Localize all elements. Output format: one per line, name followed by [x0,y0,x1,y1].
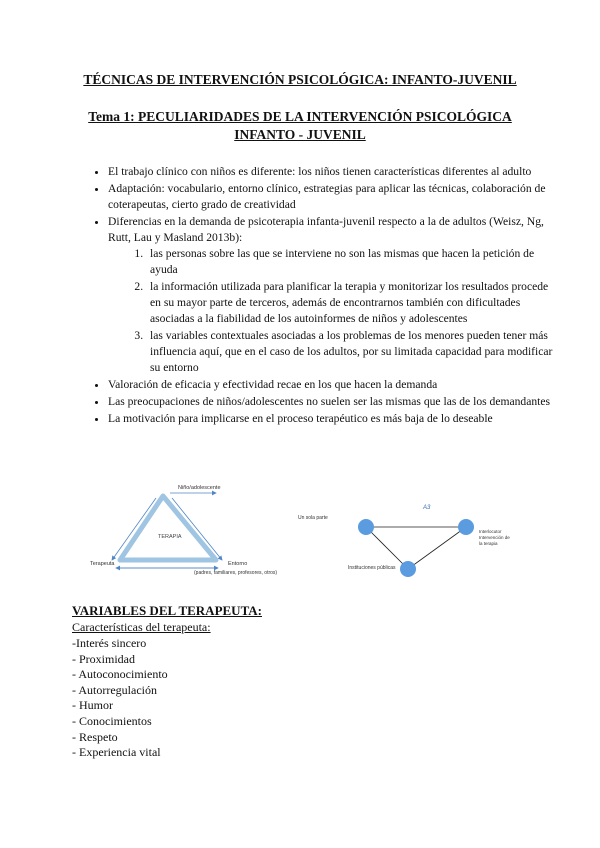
three-node-figure [296,497,526,587]
numbered-item: 2. la información utilizada para planificar la terapia y monitorizar los resultados procede en su mayor parte de terceros, además de encontrarnos también con dificultades asociadas a la fiabilidad de los autoinformes de niños y adolescentes [146,279,558,327]
topic-title [60,108,540,144]
figure1-left-label: Terapeuta [90,561,115,567]
node-bottom [400,561,416,577]
figure2-right-label-3: la terapia [479,541,498,546]
topic-title-line1: Tema 1: PECULIARIDADES DE LA INTERVENCIÓN PSICOLÓGICA [88,109,512,124]
trait-item: - Proximidad [72,651,135,666]
figure2-bottom-label: Instituciones públicas [348,565,396,571]
trait-item: - Humor [72,698,113,713]
figure2-right-label-1: Interlocutor [479,529,502,534]
trait-item: - Autorregulación [72,682,157,697]
arrow-right [172,498,222,560]
figure2-right-label-2: Intervención de [479,535,510,540]
numbered-list [108,246,558,376]
bullet-item: • Adaptación: vocabulario, entorno clínico, estrategias para aplicar las técnicas, colaboración de coterapeutas, cierto grado de creatividad [108,181,558,213]
subsection-title: Características del terapeuta: [72,620,211,634]
bullet-item [108,214,558,376]
node-right [458,519,474,535]
bullet-list [78,164,558,428]
trait-item: - Experiencia vital [72,745,161,760]
figure2-left-label: Un sola parte [298,515,328,521]
figure1-right-sublabel: (padres, familiares, profesores, otros) [194,570,278,576]
topic-title-line2: INFANTO - JUVENIL [234,127,366,142]
traits-list [72,636,168,761]
bullet-item: • La motivación para implicarse en el proceso terapéutico es más baja de lo deseable [108,411,558,427]
bullet-item-text: Diferencias en la demanda de psicoterapia infanta-juvenil respecto a la de adultos (Weisz, Ng, Rutt, Lau y Masland 2013b): [108,215,544,244]
bullet-item: • Las preocupaciones de niños/adolescentes no suelen ser las mismas que las de los demandantes [108,394,558,410]
figure1-top-label: Niño/adolescente [178,485,221,491]
page-title: TÉCNICAS DE INTERVENCIÓN PSICOLÓGICA: INFANTO-JUVENIL [83,72,517,87]
node-left [358,519,374,535]
trait-item: - Conocimientos [72,713,152,728]
numbered-item: 3. las variables contextuales asociadas a los problemas de los menores pueden tener más influencia aquí, que en el caso de los adultos, por su limitada capacidad para modificar su entorno [146,328,558,376]
trait-item: -Interés sincero [72,636,147,650]
therapy-triangle-figure [88,480,300,585]
arrow-left [112,498,156,560]
figure1-center-label: TERAPIA [158,534,182,540]
bullet-item: • El trabajo clínico con niños es diferente: los niños tienen características diferentes al adulto [108,164,558,180]
section-title: VARIABLES DEL TERAPEUTA: [72,603,262,618]
numbered-item: 1. las personas sobre las que se interviene no son las mismas que hacen la petición de ayuda [146,246,558,278]
figure1-right-label: Entorno [228,561,248,567]
trait-item: - Respeto [72,729,118,744]
bullet-item: • Valoración de eficacia y efectividad recae en los que hacen la demanda [108,377,558,393]
edge-left [366,527,408,569]
trait-item: - Autoconocimiento [72,667,168,682]
edge-right [408,527,466,569]
figure2-mark: A3 [423,505,431,511]
